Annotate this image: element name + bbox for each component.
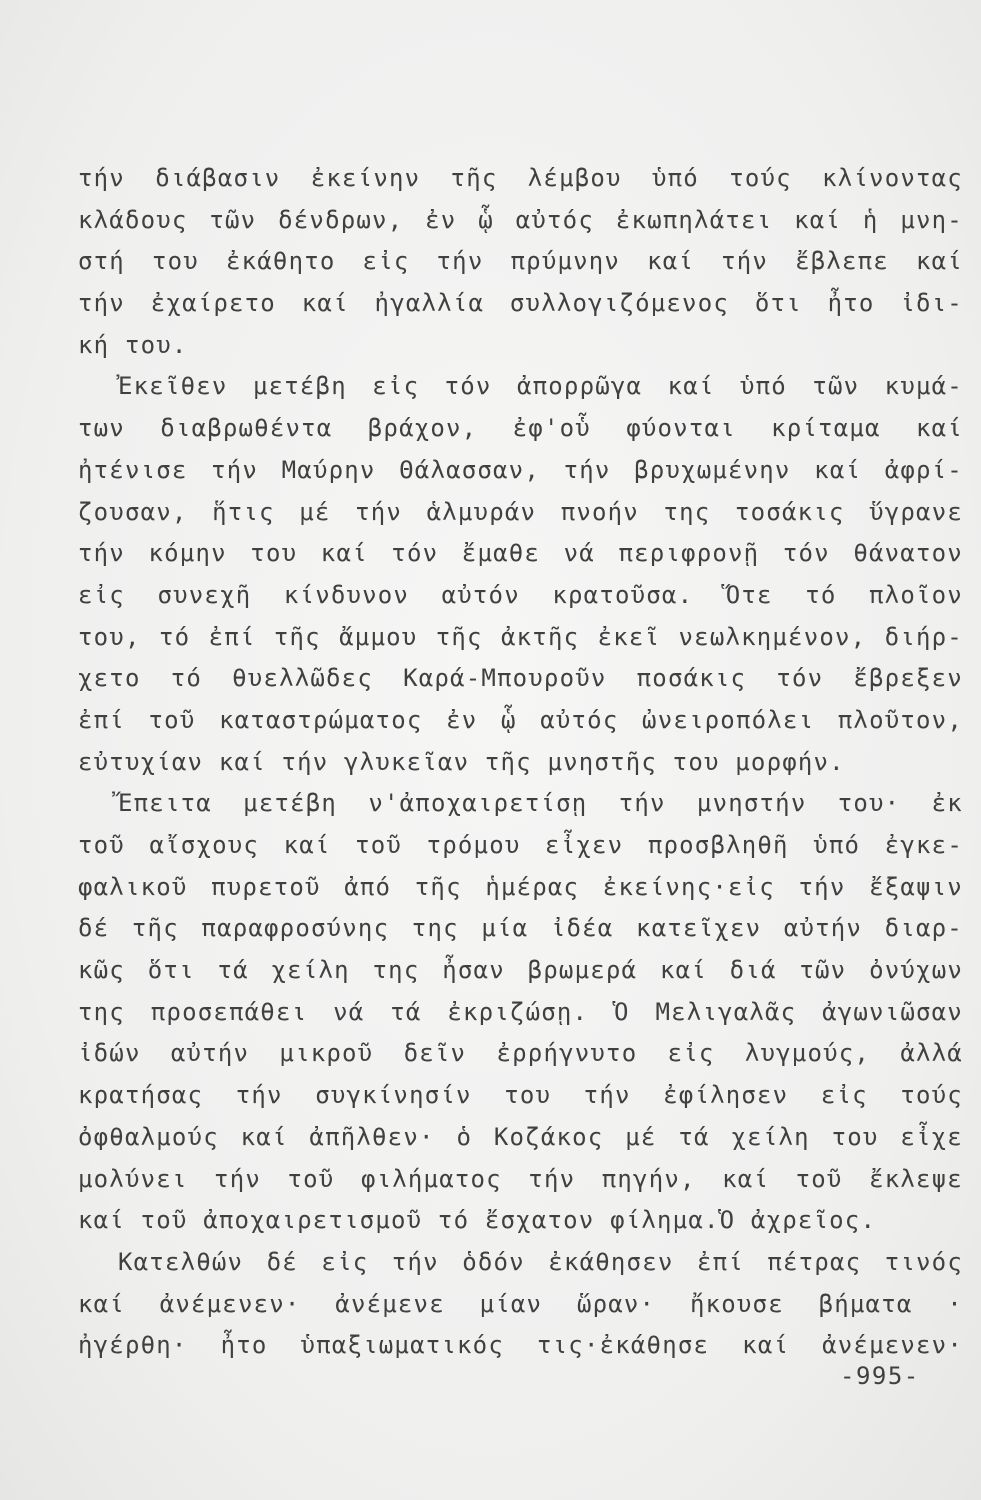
- text-line: Ἔπειτα μετέβη ν'ἀποχαιρετίσῃ τήν μνηστήν του· ἐκ: [118, 789, 963, 818]
- text-line: τοῦ αἴσχους καί τοῦ τρόμου εἶχεν προσβληθῆ ὑπό ἐγκε-: [78, 831, 963, 859]
- body-text: [78, 158, 963, 1367]
- text-line: του, τό ἐπί τῆς ἄμμου τῆς ἀκτῆς ἐκεῖ νεωλκημένον, διήρ-: [78, 622, 963, 651]
- text-line: μολύνει τήν τοῦ φιλήματος τήν πηγήν, καί τοῦ ἔκλεψε: [78, 1164, 963, 1193]
- text-line: εἰς συνεχῆ κίνδυνον αὐτόν κρατοῦσα. Ὅτε τό πλοῖον: [78, 580, 963, 609]
- text-line: ὀφθαλμούς καί ἀπῆλθεν· ὁ Κοζάκος μέ τά χείλη του εἶχε: [78, 1122, 963, 1151]
- text-line: Κατελθών δέ εἰς τήν ὁδόν ἐκάθησεν ἐπί πέτρας τινός: [118, 1247, 963, 1276]
- text-line: Ἐκεῖθεν μετέβη εἰς τόν ἀπορρῶγα καί ὑπό τῶν κυμά-: [118, 372, 963, 401]
- text-line: ἠγέρθη· ἦτο ὑπαξιωματικός τις·ἐκάθησε καί ἀνέμενεν·: [78, 1331, 963, 1360]
- text-line: κρατήσας τήν συγκίνησίν του τήν ἐφίλησεν εἰς τούς: [78, 1081, 963, 1110]
- text-line: δέ τῆς παραφροσύνης της μία ἰδέα κατεῖχεν αὐτήν διαρ-: [78, 914, 963, 943]
- text-line: κλάδους τῶν δένδρων, ἐν ᾧ αὐτός ἐκωπηλάτει καί ἡ μνη-: [78, 205, 963, 234]
- text-line: της προσεπάθει νά τά ἐκριζώσῃ. Ὁ Μελιγαλᾶς ἀγωνιῶσαν: [78, 997, 963, 1026]
- text-line: καί ἀνέμενεν· ἀνέμενε μίαν ὥραν· ἤκουσε βήματα ·: [78, 1289, 963, 1318]
- text-line: τήν κόμην του καί τόν ἔμαθε νά περιφρονῇ τόν θάνατον: [78, 539, 963, 568]
- text-line: κῶς ὅτι τά χείλη της ἦσαν βρωμερά καί διά τῶν ὀνύχων: [78, 956, 963, 985]
- text-line: ἐπί τοῦ καταστρώματος ἐν ᾧ αὐτός ὠνειροπόλει πλοῦτον,: [78, 705, 963, 734]
- page-number: -995-: [840, 1362, 920, 1390]
- text-line: χετο τό θυελλῶδες Καρά-Μπουροῦν ποσάκις τόν ἔβρεξεν: [78, 664, 963, 693]
- text-line: φαλικοῦ πυρετοῦ ἀπό τῆς ἡμέρας ἐκείνης·εἰς τήν ἔξαψιν: [78, 872, 963, 901]
- text-line: καί τοῦ ἀποχαιρετισμοῦ τό ἔσχατον φίλημα.Ὁ ἀχρεῖος.: [78, 1206, 877, 1235]
- text-line: ἰδών αὐτήν μικροῦ δεῖν ἐρρήγνυτο εἰς λυγμούς, ἀλλά: [78, 1039, 963, 1068]
- text-line: στή του ἐκάθητο εἰς τήν πρύμνην καί τήν ἔβλεπε καί: [78, 247, 963, 276]
- text-line: ζουσαν, ἥτις μέ τήν ἁλμυράν πνοήν της τοσάκις ὕγρανε: [78, 497, 963, 526]
- text-line: των διαβρωθέντα βράχον, ἐφ'οὗ φύονται κρίταμα καί: [78, 414, 963, 443]
- text-line: ἠτένισε τήν Μαύρην Θάλασσαν, τήν βρυχωμένην καί ἀφρί-: [78, 455, 963, 484]
- text-line: τήν ἐχαίρετο καί ἠγαλλία συλλογιζόμενος ὅτι ἦτο ἰδι-: [78, 289, 963, 318]
- text-line: κή του.: [78, 330, 188, 359]
- text-line: τήν διάβασιν ἐκείνην τῆς λέμβου ὑπό τούς κλίνοντας: [78, 164, 963, 192]
- text-line: εὐτυχίαν καί τήν γλυκεῖαν τῆς μνηστῆς του μορφήν.: [78, 747, 845, 776]
